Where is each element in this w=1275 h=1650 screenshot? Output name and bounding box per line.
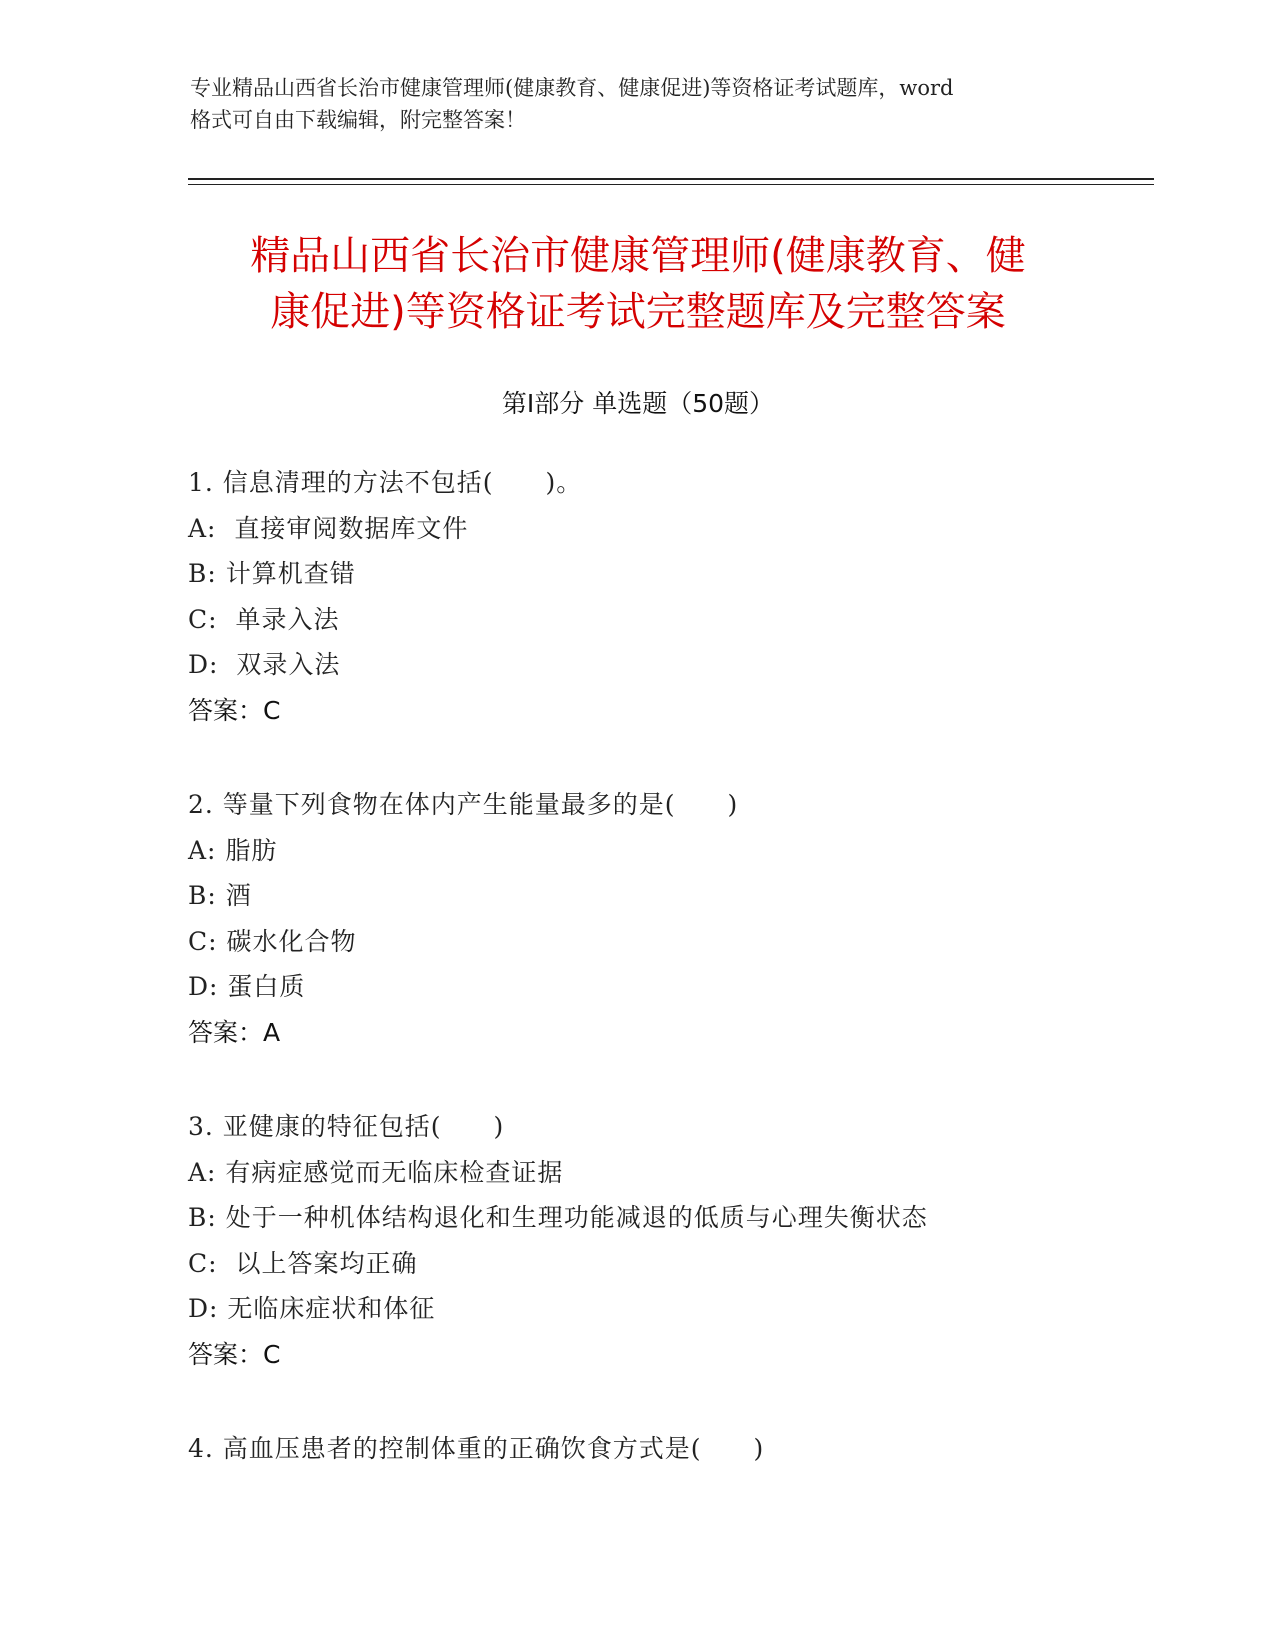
- option-b: B: 酒: [188, 881, 252, 910]
- question-stem: 2. 等量下列食物在体内产生能量最多的是( ): [188, 790, 739, 819]
- question-stem: 4. 高血压患者的控制体重的正确饮食方式是( ): [188, 1434, 765, 1463]
- option-d: D: 双录入法: [188, 650, 341, 679]
- answer: 答案：C: [188, 1339, 281, 1369]
- document-title-line-2: 康促进)等资格证考试完整题库及完整答案: [270, 289, 1006, 335]
- question-1: [188, 460, 1168, 733]
- option-a: A: 直接审阅数据库文件: [188, 513, 469, 543]
- option-c: C: 单录入法: [188, 604, 340, 634]
- answer: 答案：A: [188, 1017, 281, 1047]
- question-2: [188, 782, 1168, 1055]
- header-note-line-1: 专业精品山西省长治市健康管理师(健康教育、健康促进)等资格证考试题库，word: [190, 76, 954, 100]
- header-note: [190, 72, 1090, 136]
- option-a: A: 脂肪: [188, 835, 278, 865]
- option-a: A: 有病症感觉而无临床检查证据: [188, 1157, 564, 1187]
- question-3: [188, 1104, 1168, 1377]
- question-4: [188, 1426, 1168, 1472]
- question-stem: 3. 亚健康的特征包括( ): [188, 1112, 505, 1141]
- option-c: C: 碳水化合物: [188, 926, 357, 956]
- document-title-line-1: 精品山西省长治市健康管理师(健康教育、健: [250, 233, 1026, 279]
- option-b: B: 处于一种机体结构退化和生理功能减退的低质与心理失衡状态: [188, 1203, 928, 1232]
- document-title: [188, 228, 1088, 340]
- header-rule-thin: [188, 184, 1154, 185]
- option-d: D: 蛋白质: [188, 972, 306, 1001]
- section-title: 第Ⅰ部分 单选题（50题）: [501, 389, 775, 418]
- header-rule-thick: [188, 178, 1154, 180]
- option-c: C: 以上答案均正确: [188, 1248, 418, 1278]
- option-b: B: 计算机查错: [188, 559, 356, 588]
- option-d: D: 无临床症状和体征: [188, 1294, 436, 1323]
- question-stem: 1. 信息清理的方法不包括( )。: [188, 468, 583, 497]
- answer: 答案：C: [188, 695, 281, 725]
- header-note-line-2: 格式可自由下载编辑，附完整答案！: [190, 108, 526, 132]
